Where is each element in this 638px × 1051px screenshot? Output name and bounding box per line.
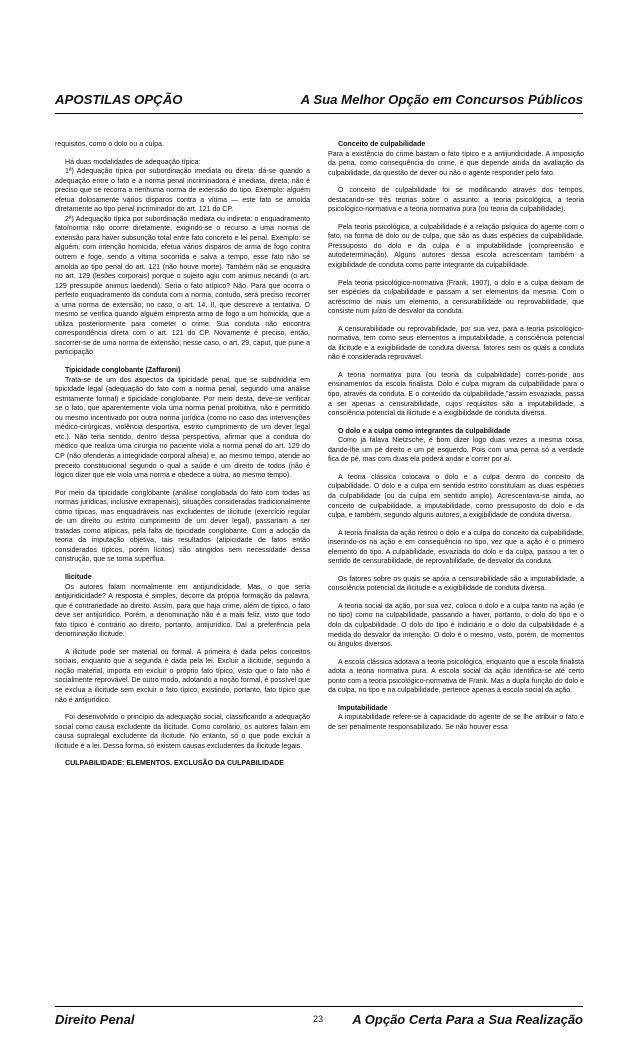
- paragraph: Para a existência do crime bastam o fato típico e a antijuridicidade. A imposição da pena, como consequência do crime, é que depende ainda da avaliação da culpabilidade, da questão de dever ou não o agente responder pelo fato.: [328, 150, 584, 177]
- left-column: [55, 140, 310, 769]
- footer-right-title: A Opção Certa Para a Sua Realização: [352, 1012, 583, 1027]
- paragraph: A escola clássica adotava a teoria psicológica, enquanto que a escola finalista adota a teoria normativa pura. A escola social da ação identifica-se até certo ponto com a teoria psicológico-normativa de Frank. Mas a dupla função do dolo e da culpa, no tipo e na culpabilidade, pertence apenas à escola social da ação.: [328, 658, 584, 695]
- paragraph: 1ª) Adequação típica por subordinação imediata ou direta: dá-se quando a adequação entre o fato e a norma penal incriminadora é imediata, direta; não é preciso que se recorra a nenhuma norma de extensão do tipo. Exemplo: alguém efetua dolosamente vários disparos contra a vítima — este fato se amolda diretamente ao tipo penal incriminador do art. 121 do CP.: [55, 168, 310, 214]
- section-heading: CULPABILIDADE: ELEMENTOS. EXCLUSÃO DA CULPABILIDADE: [65, 760, 284, 768]
- paragraph: Pela teoria psicológica, a culpabilidade é a relação psíquica do agente com o fato, na forma de dolo ou de culpa, que são as duas espécies da culpabilidade. Pressuposto do dolo e da culpa é a imputabilidade (compreensão e autodeterminação). Alguns autores dessa escola acrescentam também a exigibilidade de conduta como parte integrante da culpabilidade.: [328, 223, 584, 270]
- paragraph: requisitos, como o dolo ou a culpa.: [55, 141, 164, 148]
- section-heading: Tipicidade conglobante (Zaffaroni): [65, 367, 181, 375]
- paragraph: Como já falava Nietzsche, é bom dizer logo duas vezes a mesma coisa, dando-lhe um pé direito e um pé esquerdo. Pois com uma perna só a verdade fica de pé, mas com duas ela poderá andar e correr por aí.: [328, 437, 584, 464]
- paragraph: A teoria social da ação, por sua vez, coloca o dolo e a culpa tanto na ação (e no tipo) como na culpabilidade, passando a haver, portanto, o dolo do tipo e o dolo da culpabilidade. O dolo do tipo é indiciário e o dolo da culpabilidade é a medida do desvalor da intenção. O dolo é o mesmo, visto, porém, de momentos ou ângulos diversos.: [328, 602, 584, 649]
- header-right-title: A Sua Melhor Opção em Concursos Públicos: [300, 92, 583, 107]
- header-rule: [55, 113, 583, 114]
- header-left-title: APOSTILAS OPÇÃO: [55, 92, 183, 107]
- section-heading: Ilicitude: [65, 573, 92, 581]
- paragraph: A ilicitude pode ser material ou formal. A primeira é dada pelos conceitos sociais, enquanto que a segunda é dada pela lei. Excluir a ilicitude, segundo a noção material, importa em excluir o próprio fato típico, visto que o fato não é socialmente reprovável. De outro modo, adotando a noção formal, é possível que se exclua a ilicitude sem excluir o fato típico, existindo, portanto, fato típico que não é antijurídico.: [55, 648, 310, 704]
- paragraph: Os fatores sobre os quais se apóia a censurabilidade são a imputabilidade, a consciência potencial da ilicitude e a exigibilidade de conduta diversa.: [328, 575, 584, 593]
- paragraph: Pela teoria psicológico-normativa (Frank, 1907), o dolo e a culpa deixam de ser espécies da culpabilidade e passam a ser elementos da mesma. Com o acréscimo de mais um elemento, a censurabilidade ou reprovabilidade, que consiste num juízo de desvalor da conduta.: [328, 279, 584, 316]
- paragraph: A imputabilidade refere-se à capacidade do agente de se lhe atribuir o fato e de ser penalmente responsabilizado. Se não houver essa: [328, 714, 584, 731]
- paragraph: Por meio da tipicidade conglobante (análise conglobada do fato com todas as normas jurídicas, inclusive extrapenais), situações consideradas tradicionalmente como típicas, mas enquadráveis nas excludentes de ilicitude (exercício regular de um direito ou estrito cumprimento de um dever legal), passariam a ser tratadas como atípicas, pela falta de tipicidade conglobante. Com a adoção da teoria da imputação objetiva, tais resultados (atipicidade de fatos então considerados típicos, porém lícitos) são atingidos sem necessidade dessa construção, que se torna supérflua.: [55, 489, 310, 564]
- paragraph: Foi desenvolvido o princípio da adequação social, classificando a adequação social como causa excludente da ilicitude. Como corolário, os autores falam em causa supralegal excludente da ilicitude. No entanto, só o que pode excluir a ilicitude é a lei. Dessa forma, só existem causas excludentes da ilicitude legais.: [55, 714, 310, 750]
- section-heading: Imputabilidade: [338, 704, 388, 712]
- paragraph: A censurabilidade ou reprovabilidade, por sua vez, para a teoria psicológico-normativa, tem como seus elementos a imputabilidade, a consciência potencial da ilicitude e a exigibilidade de conduta diversa, fatores sem os quais a conduta não é considerada reprovável.: [328, 325, 584, 362]
- paragraph: Trata-se de um dos aspectos da tipicidade penal, que se subdividiria em tipicidade legal (adequação do fato com a norma penal, segundo uma análise estritamente formal) e tipicidade conglobante. Por meio desta, deve-se verificar se o fato, que aparentemente viola uma norma penal proibitiva, não é permitido ou mesmo incentivado por outra norma jurídica (como no caso das intervenções médico-cirúrgicas, violência desportiva, estrito cumprimento de um dever legal etc.). Não teria sentido, dentro dessa perspectiva, afirmar que a conduta do médico que realiza uma cirurgia no paciente viola a norma penal do art. 129 do CP (não ofenderás a integridade corporal alheia) e, ao mesmo tempo, atende ao preceito constitucional segundo o qual a saúde é um direito de todos (não é lógico dizer que ele viola uma norma e obedece a outra, ao mesmo tempo).: [55, 376, 310, 480]
- paragraph: A teoria finalista da ação retirou o dolo e a culpa do conceito da culpabilidade, inserindo-os na ação e em consequência no tipo, vez que a ação é o primeiro elemento do tipo. A culpabilidade, esvaziada do dolo e da culpa, passou a ter o sentido de censurabilidade, de reprovabilidade, de desvalor da conduta.: [328, 529, 584, 566]
- section-heading: Conceito de culpabilidade: [338, 141, 426, 148]
- paragraph: Os autores falam normalmente em antijuridicidade. Mas, o que seria antijuridicidade? A resposta é simples, decorre da própria formação da palavra, que é contrariedade ao direito. Assim, para que haja crime, além de típico, o fato deve ser antijurídico. Porém, a denominação não é a mais feliz, visto que todo fato típico é contrário ao direito, portanto, antijurídico. Daí a preferência pela denominação ilicitude.: [55, 583, 310, 639]
- page-footer: [55, 1010, 583, 1032]
- section-heading: O dolo e a culpa como integrantes da culpabilidade: [338, 427, 511, 435]
- paragraph: A teoria clássica colocava o dolo e a culpa dentro do conceito da culpabilidade. O dolo e a culpa em sentido estrito constituíam as duas espécies da culpabilidade (ou da culpa em sentido amplo). Acrescentava-se ainda, ao conceito de culpabilidade, a imputabilidade, como pressuposto do dolo e da culpa, e também, segundo alguns autores, a exigibilidade de conduta diversa.: [328, 473, 584, 520]
- footer-left-title: Direito Penal: [55, 1012, 135, 1027]
- footer-rule: [55, 1006, 583, 1007]
- paragraph: 2ª) Adequação típica por subordinação mediata ou indireta: o enquadramento fato/norma não ocorre diretamente, exigindo-se o recurso a uma norma de extensão para haver subsunção total entre fato concreto e lei penal. Exemplo: se alguém, com intenção homicida, efetua vários disparos de arma de fogo contra outrem e foge, sendo a vítima socorrida e salva a tempo, esse fato não se amolda ao tipo penal do art. 121 (não houve morte). Também não se enquadra no art. 129 (lesões corporais) porque o sujeito agiu com animus necandi (o art. 129 pressupõe animus laedendi). Seria o fato atípico? Não. Para que ocorra o perfeito enquadramento da conduta com a norma, contudo, será preciso recorrer a uma norma de extensão; no caso, o art. 14, II, que descreve a tentativa. O mesmo se verifica quando alguém empresta arma de fogo a um homicida, que a utiliza posteriormente para cometer o crime. Sua conduta não encontra correspondência direta com o art. 121 do CP. Novamente é preciso, então, socorrer-se de uma norma de extensão; nesse caso, o art. 29, caput, que pune a participação: [55, 215, 310, 357]
- page-number: 23: [313, 1014, 324, 1024]
- page-header: [55, 88, 583, 110]
- paragraph: O conceito de culpabilidade foi se modificando através dos tempos, destacando-se três teorias sobre o assunto: a teoria psicológica, a teoria psicológico-normativa e a teoria normativa pura (ou teoria da culpabilidade).: [328, 187, 584, 214]
- paragraph: A teoria normativa pura (ou teoria da culpabilidade) corres-ponde aos ensinamentos da escola finalista. Dolo e culpa migram da culpabilidade para o tipo, através da conduta. E o conteúdo da culpabilidade,"assim esvaziada, passa a ser apenas a censurabilidade, cujos requisitos são a imputabilidade, a consciência potencial da ilicitude e a exigibilidade de conduta diversa.: [328, 371, 584, 418]
- paragraph: Há duas modalidades de adequação típica:: [65, 158, 201, 166]
- right-column: [328, 140, 584, 732]
